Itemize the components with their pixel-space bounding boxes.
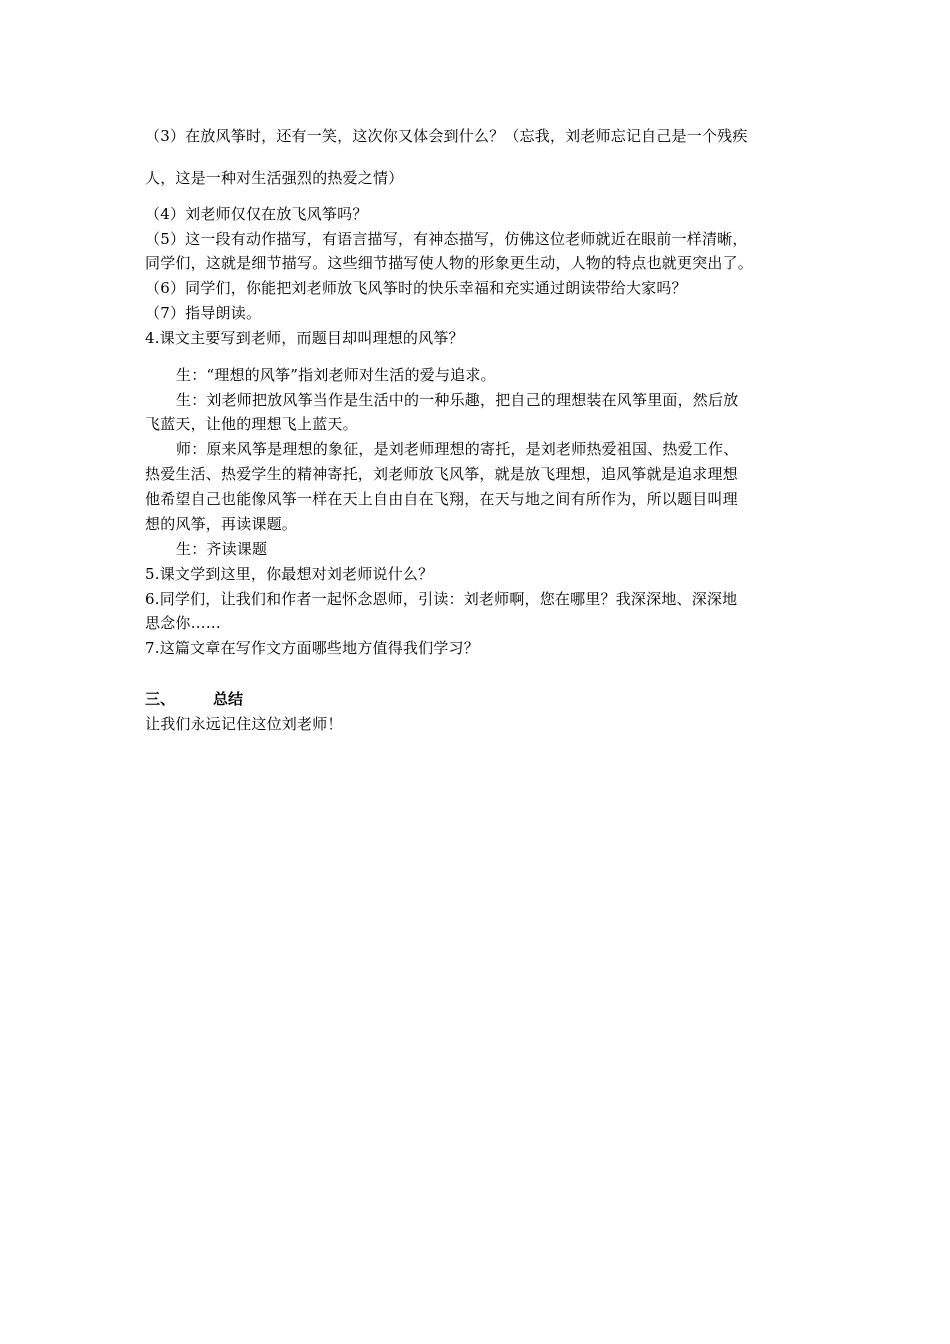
paragraph-line: （5）这一段有动作描写，有语言描写，有神态描写，仿佛这位老师就近在眼前一样清晰，: [145, 230, 748, 248]
student-answer-line: 生：齐读课题: [176, 540, 268, 558]
paragraph-line: （7）指导朗读。: [145, 304, 262, 322]
closing-line: 让我们永远记住这位刘老师！: [145, 715, 343, 733]
question-line: 5.课文学到这里，你最想对刘老师说什么？: [145, 565, 434, 583]
paragraph-line: （4）刘老师仅仅在放飞风筝吗？: [145, 205, 368, 223]
paragraph-line: 他希望自己也能像风筝一样在天上自由自在飞翔，在天与地之间有所作为，所以题目叫理: [145, 490, 738, 508]
question-line: 6.同学们，让我们和作者一起怀念恩师，引读：刘老师啊，您在哪里？我深深地、深深地: [145, 590, 738, 608]
question-line: 7.这篇文章在写作文方面哪些地方值得我们学习？: [145, 639, 479, 657]
section-number: 三、: [145, 690, 176, 708]
paragraph-line: 同学们，这就是细节描写。这些细节描写使人物的形象更生动，人物的特点也就更突出了。: [145, 254, 754, 272]
question-line: 4.课文主要写到老师，而题目却叫理想的风筝？: [145, 329, 464, 347]
teacher-remark-line: 师：原来风筝是理想的象征，是刘老师理想的寄托，是刘老师热爱祖国、热爱工作、: [176, 440, 739, 458]
paragraph-line: 人，这是一种对生活强烈的热爱之情）: [145, 169, 404, 187]
paragraph-line: 飞蓝天，让他的理想飞上蓝天。: [145, 415, 358, 433]
paragraph-line: 思念你……: [145, 614, 222, 632]
paragraph-line: 想的风筝，再读课题。: [145, 515, 298, 533]
student-answer-line: 生：“理想的风筝”指刘老师对生活的爱与追求。: [176, 366, 496, 384]
section-heading: [145, 688, 243, 710]
section-title: 总结: [213, 690, 244, 708]
paragraph-line: （3）在放风筝时，还有一笑，这次你又体会到什么？（忘我，刘老师忘记自己是一个残疾: [145, 127, 748, 145]
paragraph-line: （6）同学们，你能把刘老师放飞风筝时的快乐幸福和充实通过朗读带给大家吗？: [145, 279, 687, 297]
student-answer-line: 生：刘老师把放风筝当作是生活中的一种乐趣，把自己的理想装在风筝里面，然后放: [176, 391, 739, 409]
paragraph-line: 热爱生活、热爱学生的精神寄托，刘老师放飞风筝，就是放飞理想，追风筝就是追求理想: [145, 465, 738, 483]
